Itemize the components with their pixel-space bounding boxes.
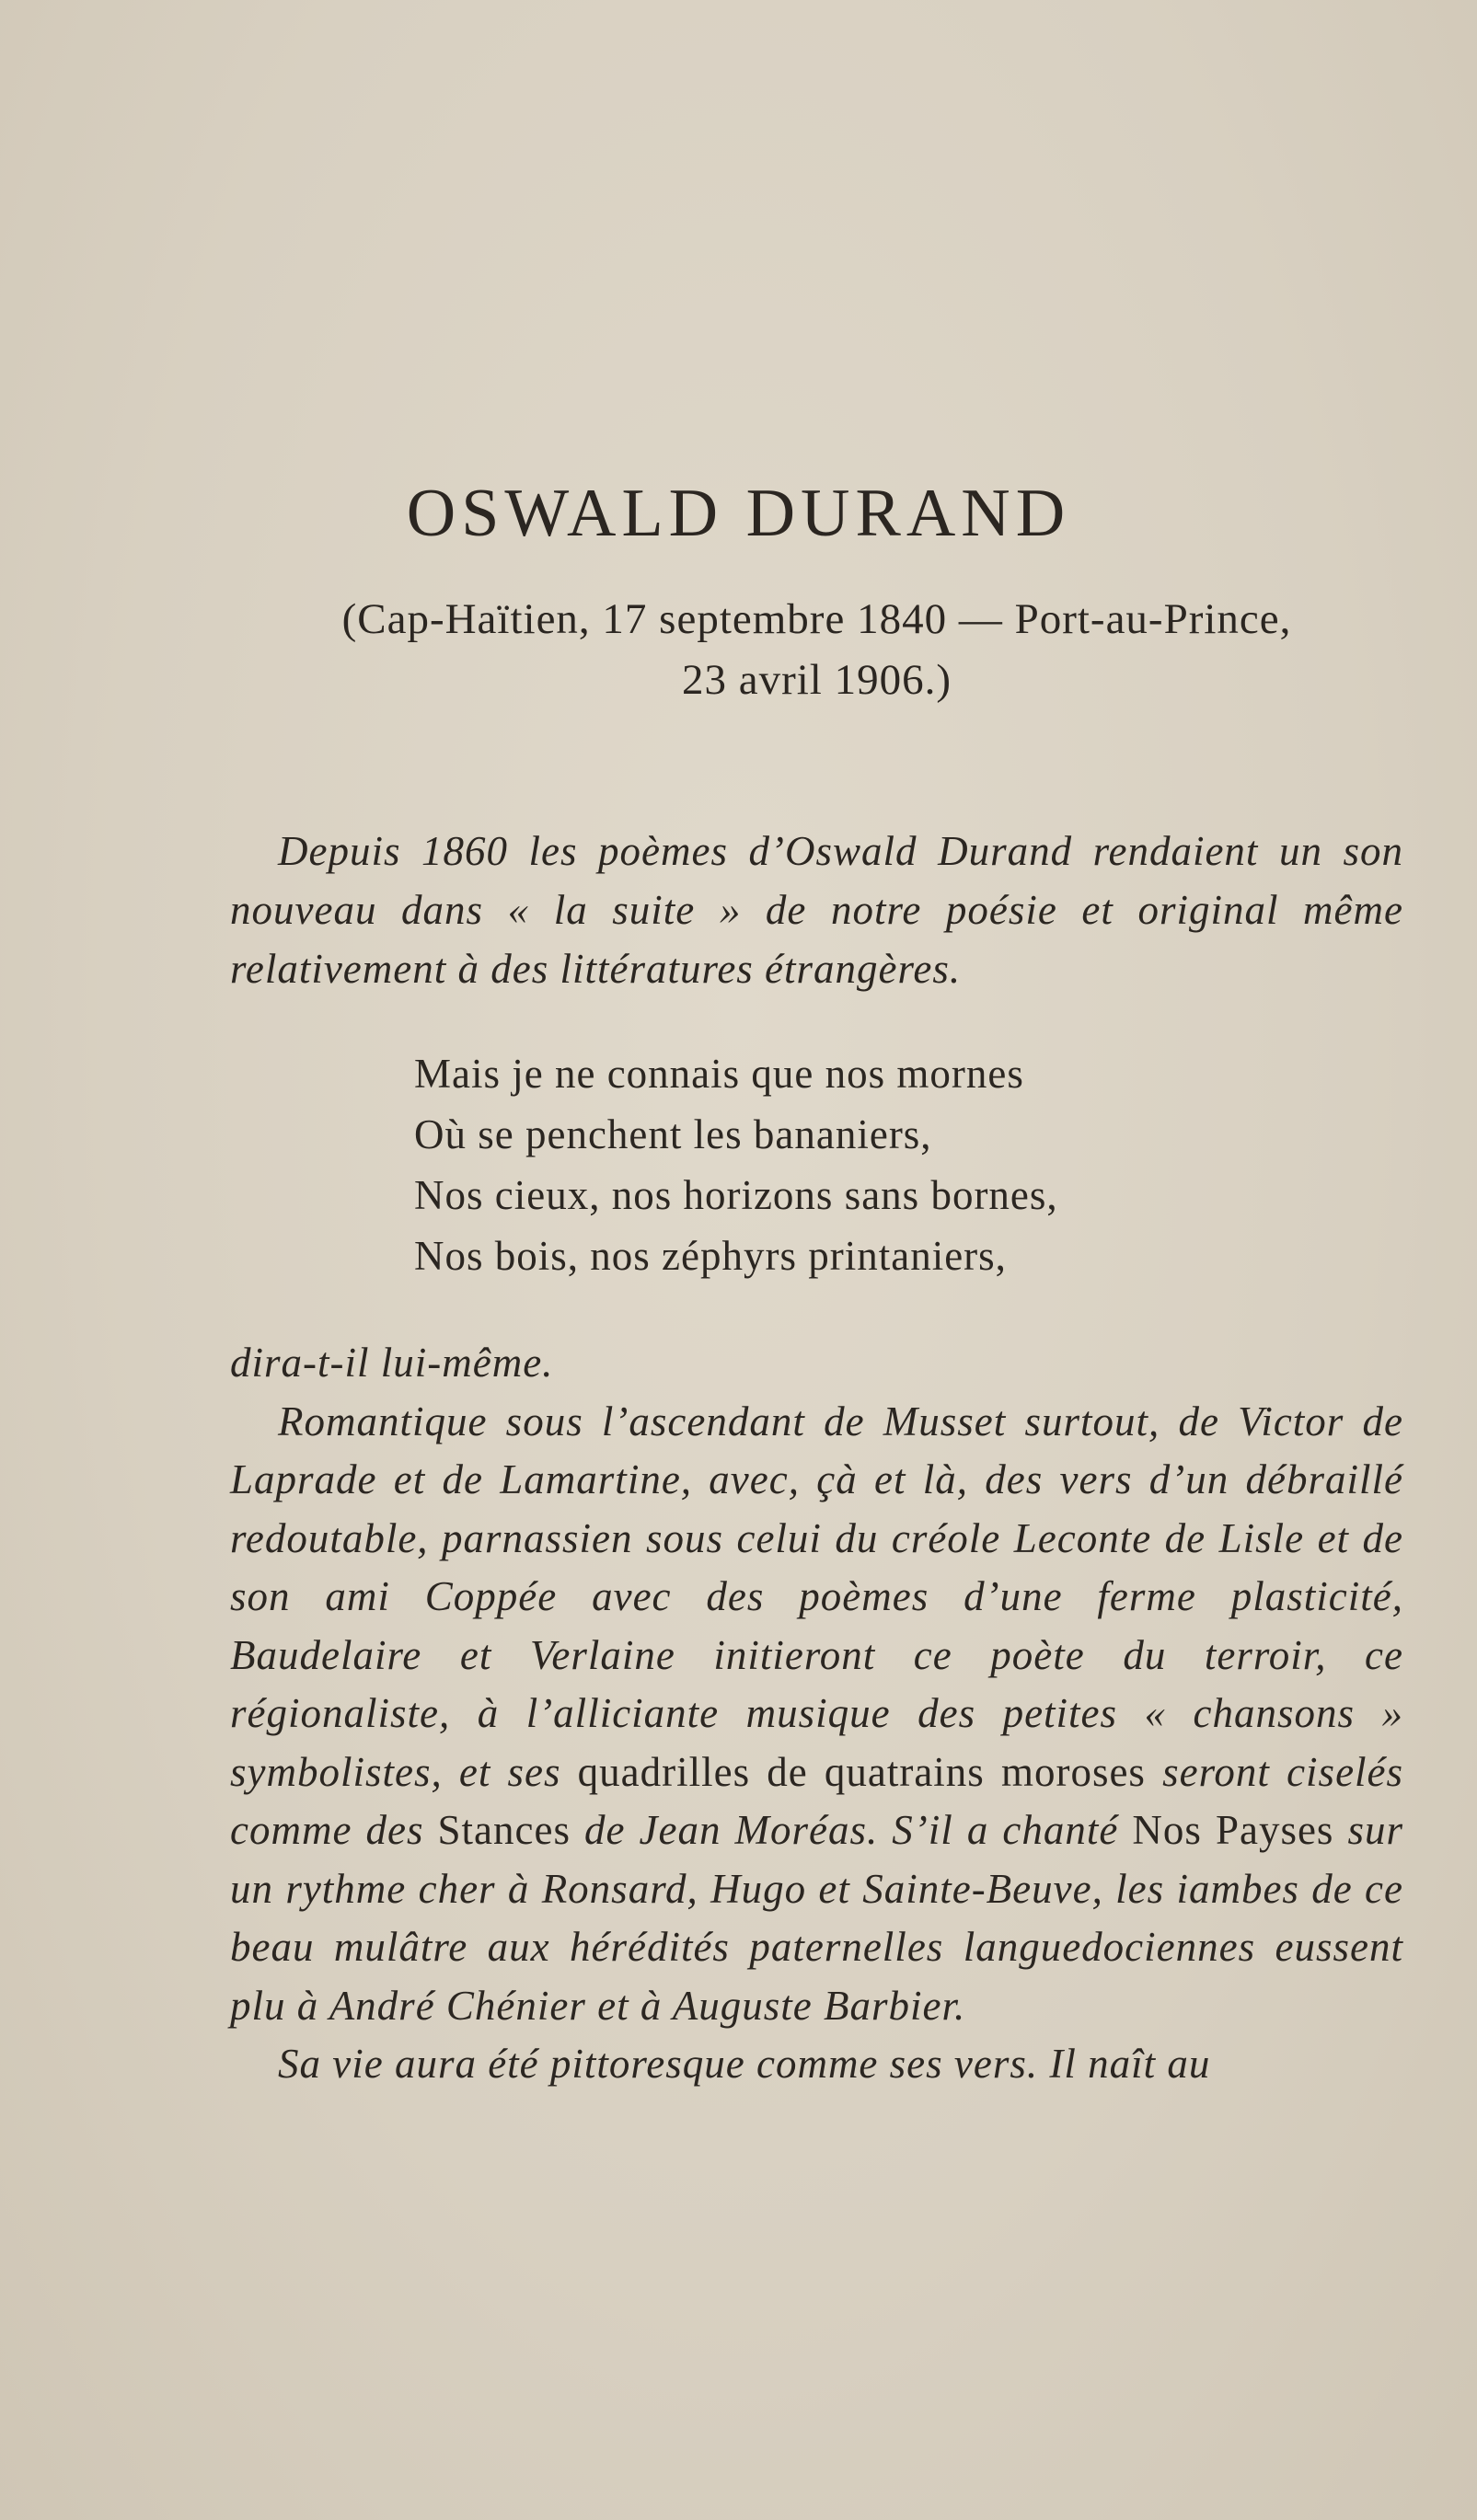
text-run: seront ciselés comme des — [230, 1748, 1404, 1853]
text-run: sur un rythme cher à Ronsard, Hugo et Sainte-Beuve, les iambes de ce beau mulâtre aux hérédités paternelles languedociennes eussent plu à André Chénier et à Auguste Barbier. — [230, 1807, 1404, 2029]
attribution-line: dira-t-il lui-même. — [230, 1340, 554, 1386]
text-run-roman: quadrilles de quatrains moroses — [577, 1748, 1146, 1795]
intro-text: Depuis 1860 les poèmes d’Oswald Durand rendaient un son nouveau dans « la suite » de notre poésie et original même relativement à des littératures étrangères. — [230, 828, 1403, 992]
verse-quotation — [414, 1043, 1058, 1286]
text-run: de Jean Moréas. S’il a chanté — [584, 1807, 1119, 1853]
intro-paragraph — [230, 822, 1403, 998]
verse-line: Où se penchent les bananiers, — [414, 1111, 932, 1157]
body-text — [230, 1334, 1403, 2094]
dates-line-1: (Cap-Haïtien, 17 septembre 1840 — Port-au-Prince, — [341, 595, 1292, 643]
life-dates — [230, 589, 1403, 710]
verse-line: Mais je ne connais que nos mornes — [414, 1051, 1024, 1097]
page-title: OSWALD DURAND — [406, 476, 1071, 551]
verse-line: Nos bois, nos zéphyrs printaniers, — [414, 1233, 1007, 1279]
dates-line-2: 23 avril 1906.) — [681, 656, 952, 704]
paragraph-romantique — [230, 1393, 1403, 2036]
text-run: Romantique sous l’ascendant de Musset surtout, de Victor de Laprade et de Lamartine, avec, çà et là, des vers d’un débraillé redoutable, parnassien sous celui du créole Leconte de Lisle et de son ami Coppée avec des poèmes d’une ferme plasticité, Baudelaire et Verlaine initieront ce poète du terroir, ce régionaliste, à l’alliciante musique des petites « chansons » symbolistes, et ses — [230, 1398, 1403, 1795]
text-run-roman: Nos Payses — [1132, 1807, 1334, 1853]
verse-line: Nos cieux, nos horizons sans bornes, — [414, 1172, 1058, 1218]
paragraph-vie: Sa vie aura été pittoresque comme ses vers. Il naît au — [278, 2041, 1211, 2087]
text-run-roman: Stances — [437, 1807, 571, 1853]
